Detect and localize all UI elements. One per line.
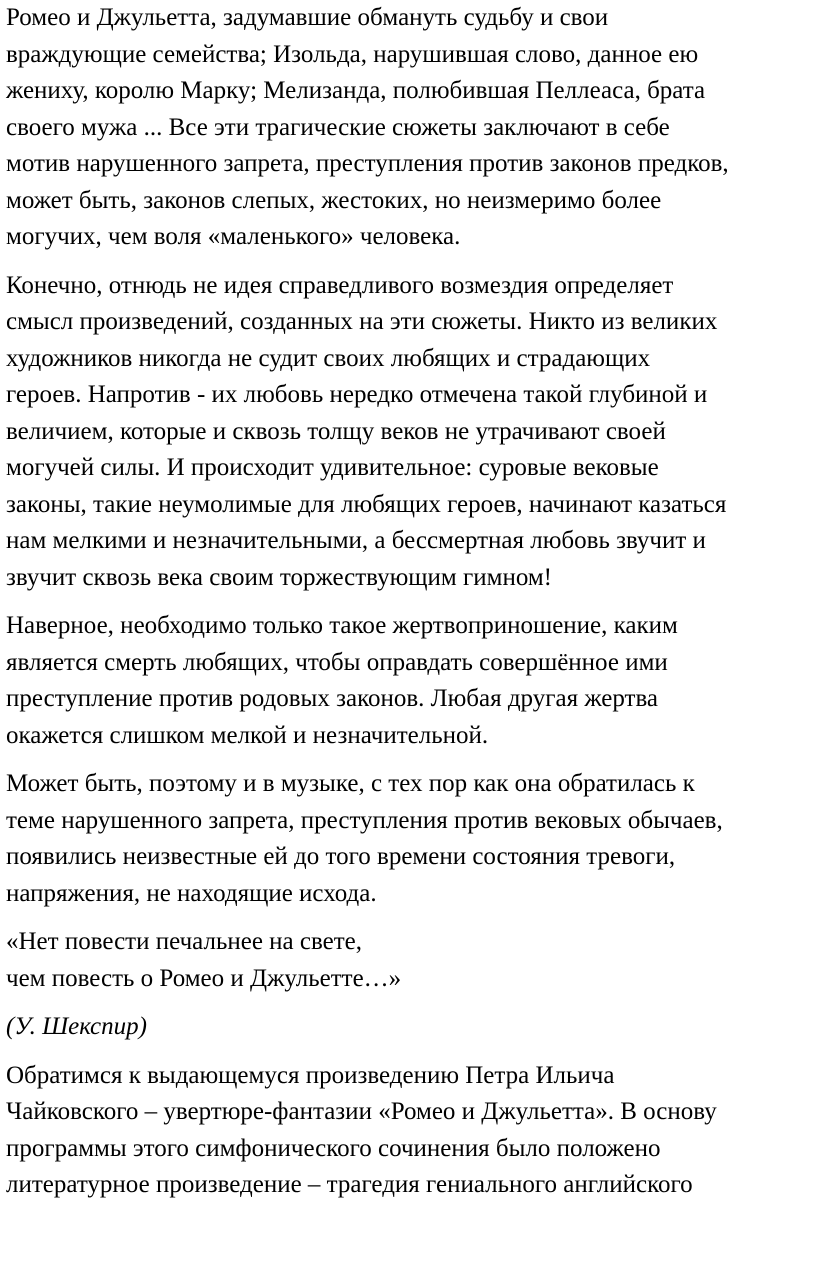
text-line: появились неизвестные ей до того времени состояния тревоги, — [6, 843, 676, 870]
text-line: художников никогда не судит своих любящих и страдающих — [6, 344, 651, 372]
quote-line: «Нет повести печальнее на свете, — [6, 928, 363, 955]
text-line: могучих, чем воля «маленького» человека. — [6, 223, 461, 250]
document-page — [6, 0, 812, 1216]
paragraph-3 — [6, 608, 812, 754]
text-line: Ромео и Джульетта, задумавшие обмануть судьбу и свои — [6, 4, 609, 31]
text-line: Наверное, необходимо только такое жертвоприношение, каким — [6, 612, 678, 639]
quote-line: чем повесть о Ромео и Джульетте…» — [6, 964, 402, 992]
text-line: Чайковского – увертюре-фантазии «Ромео и Джульетта». В основу — [6, 1098, 717, 1125]
quote-author: (У. Шекспир) — [6, 1013, 147, 1040]
text-line: Обратимся к выдающемуся произведению Петра Ильича — [6, 1061, 615, 1089]
text-line: смысл произведений, созданных на эти сюжеты. Никто из великих — [6, 308, 718, 335]
text-line: могучей силы. И происходит удивительное: суровые вековые — [6, 454, 659, 481]
text-line: напряжения, не находящие исхода. — [6, 879, 377, 907]
paragraph-1 — [6, 0, 812, 256]
text-line: может быть, законов слепых, жестоких, но неизмеримо более — [6, 186, 662, 214]
text-line: теме нарушенного запрета, преступления против вековых обычаев, — [6, 806, 723, 834]
poem-quote — [6, 924, 812, 997]
text-line: нам мелкими и незначительными, а бессмертная любовь звучит и — [6, 527, 706, 554]
text-line: своего мужа ... Все эти трагические сюжеты заключают в себе — [6, 113, 670, 141]
text-line: законы, такие неумолимые для любящих героев, начинают казаться — [6, 490, 727, 518]
text-line: мотив нарушенного запрета, преступления против законов предков, — [6, 150, 729, 177]
text-line: жениху, королю Марку; Мелизанда, полюбившая Пеллеаса, брата — [6, 77, 706, 104]
text-line: враждующие семейства; Изольда, нарушившая слово, данное ею — [6, 40, 699, 68]
text-line: преступление против родовых законов. Любая другая жертва — [6, 685, 659, 712]
text-line: является смерть любящих, чтобы оправдать совершённое ими — [6, 648, 668, 676]
text-line: окажется слишком мелкой и незначительной. — [6, 721, 489, 749]
paragraph-2 — [6, 268, 812, 597]
text-line: величием, которые и сквозь толщу веков не утрачивают своей — [6, 417, 666, 445]
text-line: Конечно, отнюдь не идея справедливого возмездия определяет — [6, 271, 674, 299]
text-line: литературное произведение – трагедия гениального английского — [6, 1171, 693, 1198]
text-line: героев. Напротив - их любовь нередко отмечена такой глубиной и — [6, 381, 708, 408]
text-line: программы этого симфонического сочинения было положено — [6, 1134, 661, 1162]
text-line: звучит сквозь века своим торжествующим гимном! — [6, 563, 553, 591]
paragraph-5 — [6, 1058, 812, 1204]
paragraph-4 — [6, 766, 812, 912]
text-line: Может быть, поэтому и в музыке, с тех пор как она обратилась к — [6, 770, 695, 797]
